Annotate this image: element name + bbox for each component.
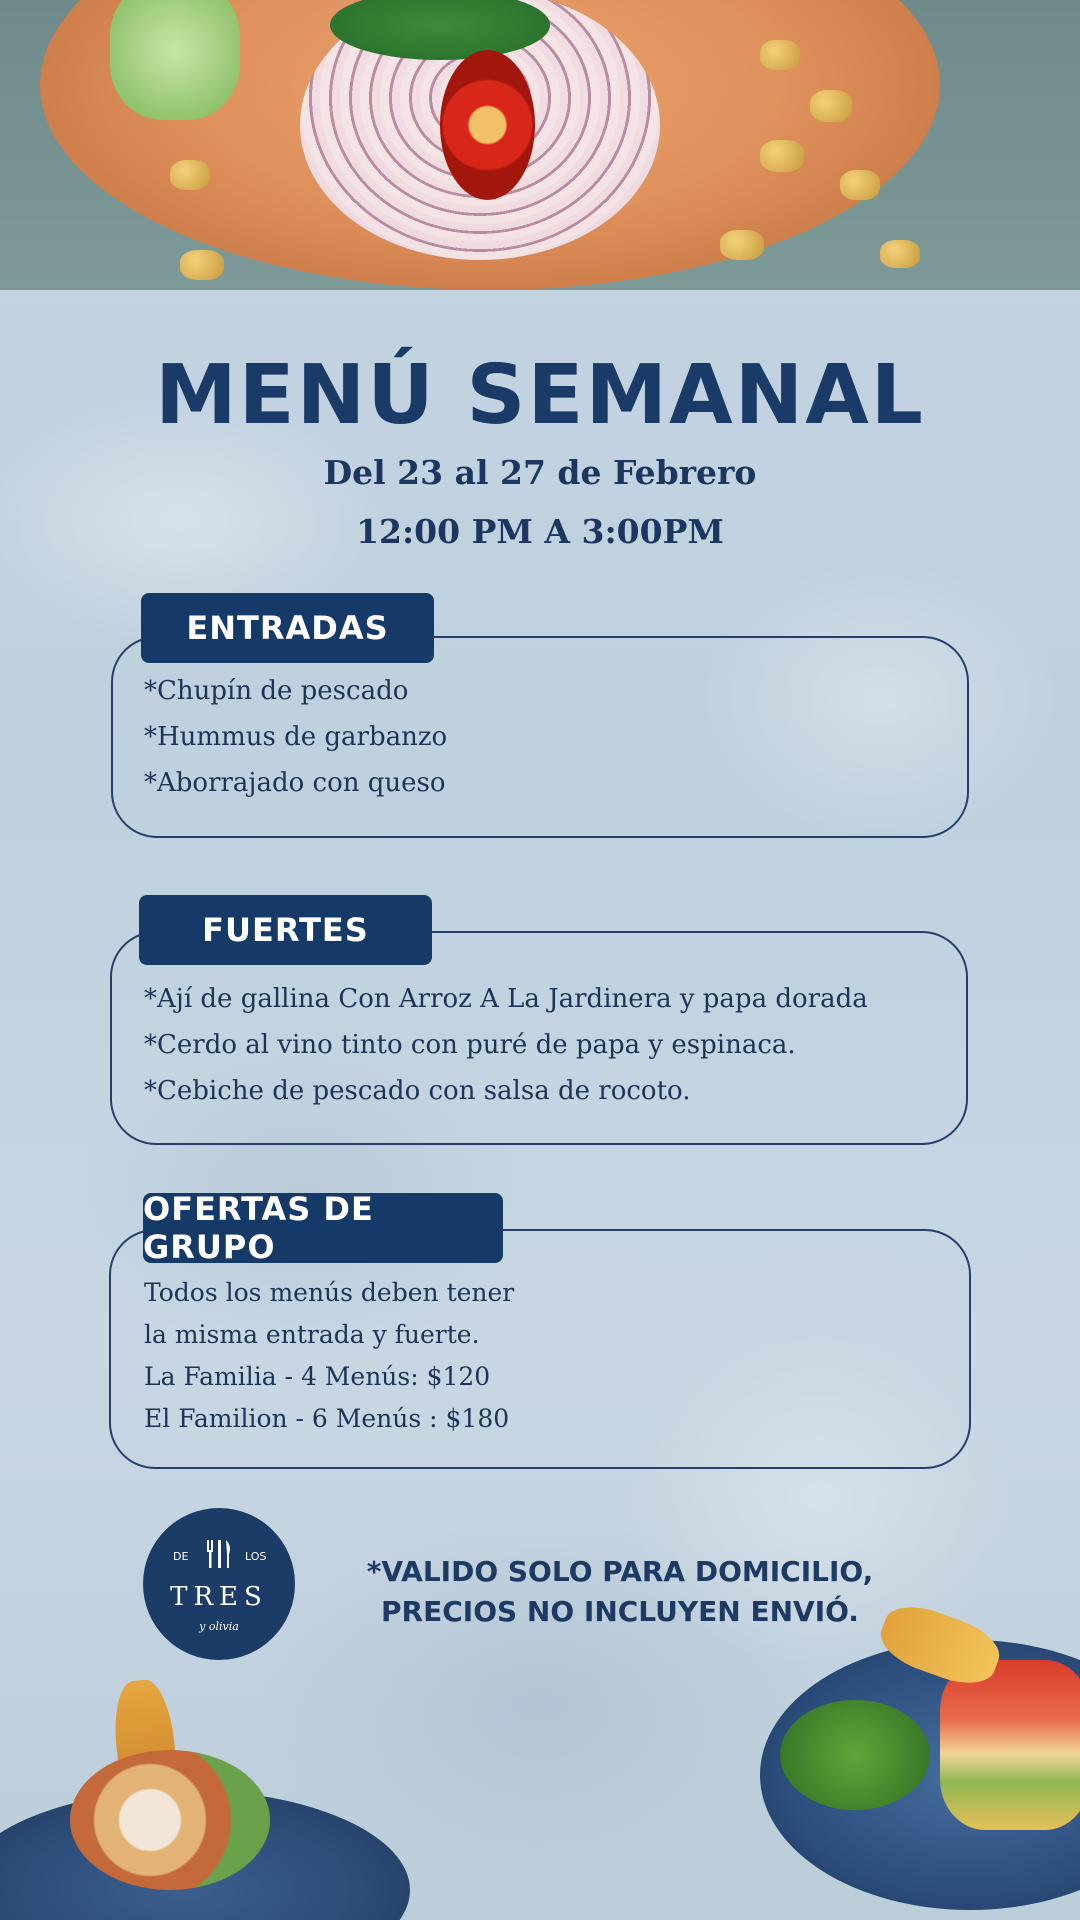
hero-food-photo xyxy=(0,0,1080,290)
ceviche-dish-image xyxy=(0,1790,410,1920)
list-item: la misma entrada y fuerte. xyxy=(144,1320,480,1349)
list-item: *Aborrajado con queso xyxy=(144,768,446,798)
logo-left-word: DE xyxy=(173,1550,189,1563)
list-item: El Familion - 6 Menús : $180 xyxy=(144,1404,510,1433)
service-hours: 12:00 PM A 3:00PM xyxy=(356,512,724,551)
date-range: Del 23 al 27 de Febrero xyxy=(323,453,757,492)
list-item: *Cebiche de pescado con salsa de rocoto. xyxy=(144,1076,691,1106)
list-item: Todos los menús deben tener xyxy=(144,1278,515,1307)
cutlery-icon xyxy=(204,1538,234,1570)
logo-name: TRES xyxy=(170,1582,268,1612)
page-title: MENÚ SEMANAL xyxy=(155,348,925,443)
list-item: *Ají de gallina Con Arroz A La Jardinera y papa dorada xyxy=(144,984,868,1014)
causa-dish-image xyxy=(760,1640,1080,1910)
restaurant-logo xyxy=(143,1508,295,1660)
list-item: La Familia - 4 Menús: $120 xyxy=(144,1362,491,1391)
logo-signature: y olivia xyxy=(199,1620,239,1633)
fuertes-tag: FUERTES xyxy=(139,895,432,965)
list-item: *Cerdo al vino tinto con puré de papa y espinaca. xyxy=(144,1030,796,1060)
list-item: *Hummus de garbanzo xyxy=(144,722,448,752)
delivery-note: *VALIDO SOLO PARA DOMICILIO, PRECIOS NO INCLUYEN ENVIÓ. xyxy=(366,1555,874,1628)
logo-right-word: LOS xyxy=(245,1550,267,1563)
list-item: *Chupín de pescado xyxy=(144,676,409,706)
entradas-tag: ENTRADAS xyxy=(141,593,434,663)
ofertas-tag: OFERTAS DE GRUPO xyxy=(143,1193,503,1263)
